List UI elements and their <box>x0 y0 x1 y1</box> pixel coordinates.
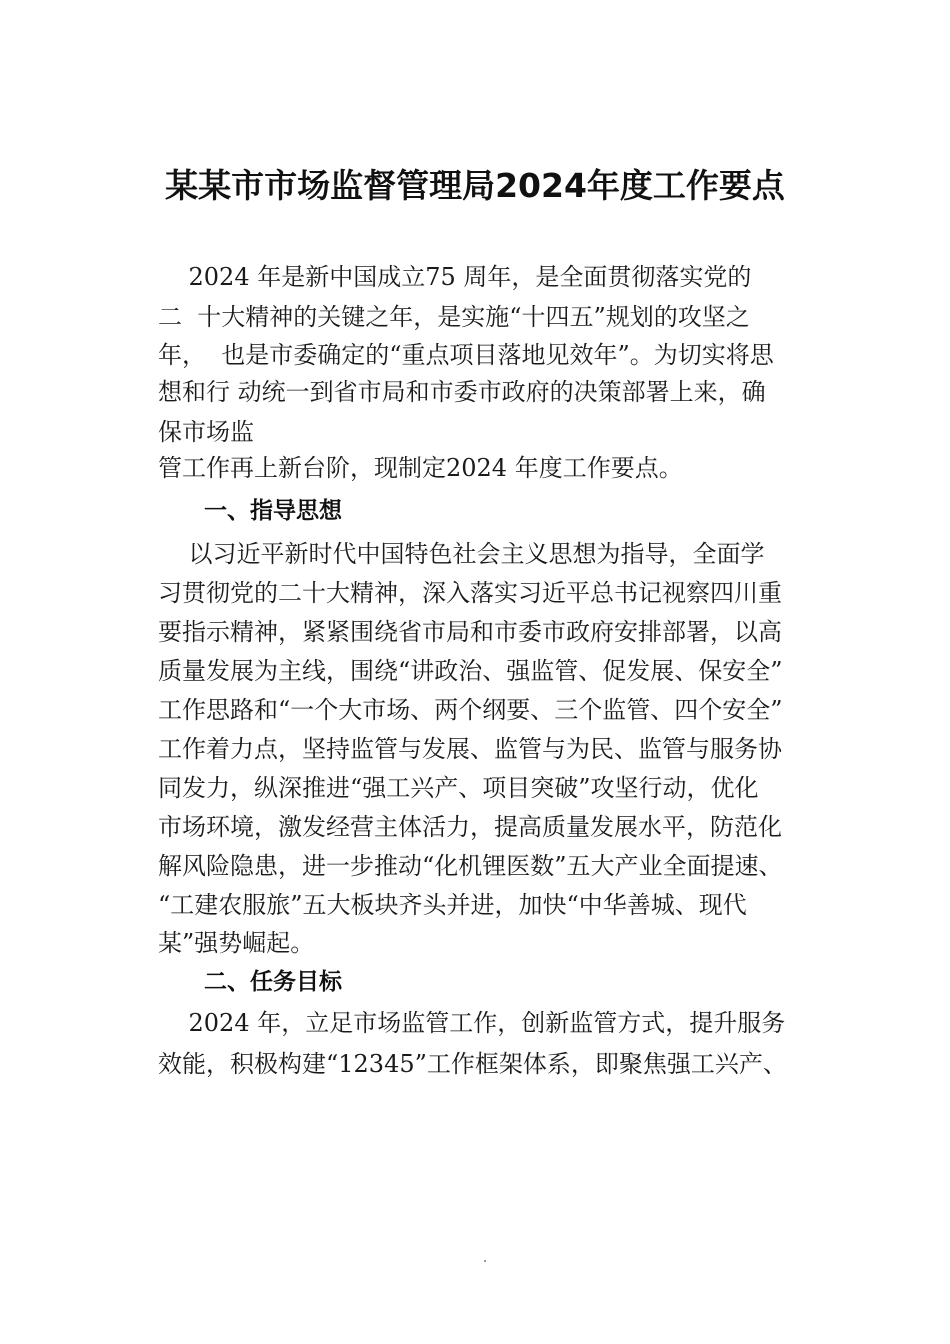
section1-line: 工作思路和“一个大市场、两个纲要、三个监管、四个安全” <box>158 696 783 724</box>
section1-line: 以习近平新时代中国特色社会主义思想为指导，全面学 <box>158 540 765 568</box>
section1-line: 某”强势崛起。 <box>158 929 315 957</box>
section1-line: “工建农服旅”五大板块齐头并进，加快“中华善城、现代 <box>158 891 747 919</box>
section2-line: 效能，积极构建“12345”工作框架体系，即聚焦强工兴产、 <box>158 1050 787 1078</box>
intro-line: 年， 也是市委确定的“重点项目落地见效年”。为切实将思 <box>158 341 774 369</box>
section1-line: 质量发展为主线，围绕“讲政治、强监管、促发展、保安全” <box>158 657 783 685</box>
section1-line: 同发力，纵深推进“强工兴产、项目突破”攻坚行动，优化 <box>158 774 759 802</box>
page-dot-mark <box>484 1260 486 1262</box>
document-title: 某某市市场监督管理局2024年度工作要点 <box>165 166 785 205</box>
intro-line: 管工作再上新台阶，现制定2024 年度工作要点。 <box>158 454 683 482</box>
section1-line: 工作着力点，坚持监管与发展、监管与为民、监管与服务协 <box>158 735 782 763</box>
section1-line: 解风险隐患，进一步推动“化机锂医数”五大产业全面提速、 <box>158 852 783 880</box>
section-heading-task-goals: 二、任务目标 <box>204 969 342 995</box>
section1-line: 要指示精神，紧紧围绕省市局和市委市政府安排部署，以高 <box>158 618 782 646</box>
section2-line: 2024 年，立足市场监管工作，创新监管方式，提升服务 <box>158 1009 786 1037</box>
intro-line: 2024 年是新中国成立75 周年，是全面贯彻落实党的 <box>158 263 752 291</box>
section-heading-guiding-ideology: 一、指导思想 <box>204 498 342 524</box>
section1-line: 市场环境，激发经营主体活力，提高质量发展水平，防范化 <box>158 813 782 841</box>
section1-line: 习贯彻党的二十大精神，深入落实习近平总书记视察四川重 <box>158 579 782 607</box>
intro-line: 想和行 动统一到省市局和市委市政府的决策部署上来，确 <box>158 378 766 406</box>
intro-line: 保市场监 <box>158 418 254 446</box>
intro-line: 二 十大精神的关键之年，是实施“十四五”规划的攻坚之 <box>158 303 750 331</box>
